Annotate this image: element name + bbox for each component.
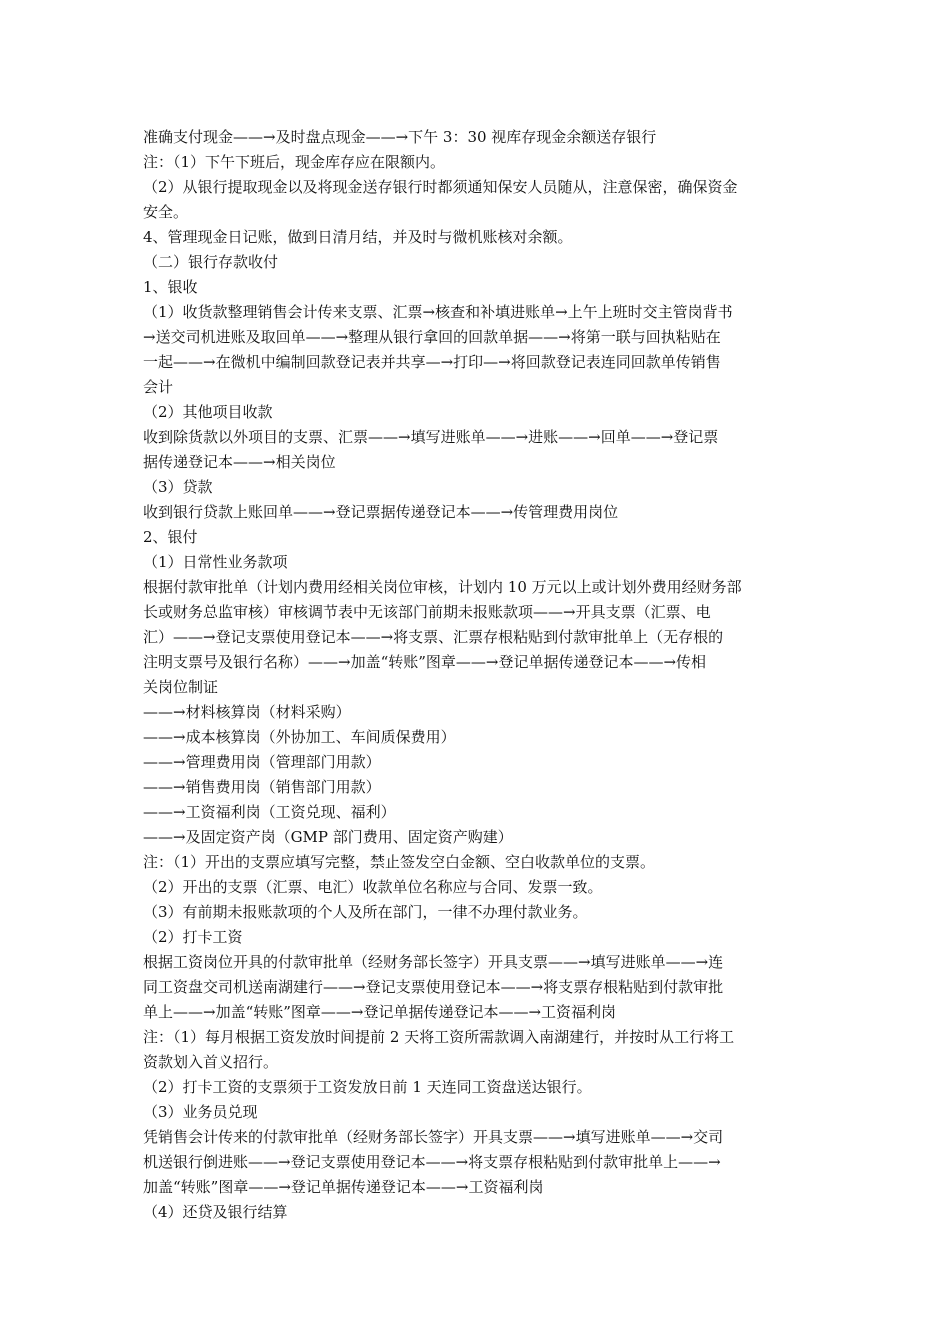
text-line: ——→材料核算岗（材料采购） <box>143 703 351 721</box>
text-line: （2）打卡工资的支票须于工资发放日前 1 天连同工资盘送达银行。 <box>143 1078 592 1096</box>
text-line: （2）其他项目收款 <box>143 403 273 421</box>
text-line: （3）贷款 <box>143 478 213 496</box>
text-line: 注：（1）开出的支票应填写完整，禁止签发空白金额、空白收款单位的支票。 <box>143 853 656 871</box>
text-line: 安全。 <box>143 203 189 221</box>
text-line: 据传递登记本——→相关岗位 <box>143 453 336 471</box>
text-line: （2）打卡工资 <box>143 928 243 946</box>
text-line: 加盖“转账”图章——→登记单据传递登记本——→工资福利岗 <box>143 1178 544 1196</box>
text-line: 会计 <box>143 378 174 396</box>
text-line: 汇）——→登记支票使用登记本——→将支票、汇票存根粘贴到付款审批单上（无存根的 <box>143 628 724 646</box>
text-line: 注：（1）下午下班后，现金库存应在限额内。 <box>143 153 446 171</box>
text-line: 单上——→加盖“转账”图章——→登记单据传递登记本——→工资福利岗 <box>143 1003 617 1021</box>
text-line: 准确支付现金——→及时盘点现金——→下午 3：30 视库存现金余额送存银行 <box>143 128 657 146</box>
text-line: 资款划入首义招行。 <box>143 1053 279 1071</box>
text-line: ——→管理费用岗（管理部门用款） <box>143 753 381 771</box>
text-line: 根据工资岗位开具的付款审批单（经财务部长签字）开具支票——→填写进账单——→连 <box>143 953 724 971</box>
text-line: →送交司机进账及取回单——→整理从银行拿回的回款单据——→将第一联与回执粘贴在 <box>143 328 721 346</box>
text-line: ——→成本核算岗（外协加工、车间质保费用） <box>143 728 456 746</box>
text-line: 1、银收 <box>143 278 198 296</box>
text-line: （二）银行存款收付 <box>143 253 279 271</box>
text-line: 根据付款审批单（计划内费用经相关岗位审核，计划内 10 万元以上或计划外费用经财务部 <box>143 578 742 596</box>
text-line: （3）业务员兑现 <box>143 1103 258 1121</box>
text-line: （4）还贷及银行结算 <box>143 1203 288 1221</box>
text-line: （1）收货款整理销售会计传来支票、汇票→核查和补填进账单→上午上班时交主管岗背书 <box>143 303 733 321</box>
text-line: 2、银付 <box>143 528 198 546</box>
text-line: 4、管理现金日记账，做到日清月结，并及时与微机账核对余额。 <box>143 228 573 246</box>
text-line: 注明支票号及银行名称）——→加盖“转账”图章——→登记单据传递登记本——→传相 <box>143 653 707 671</box>
text-line: 收到除货款以外项目的支票、汇票——→填写进账单——→进账——→回单——→登记票 <box>143 428 719 446</box>
text-line: 同工资盘交司机送南湖建行——→登记支票使用登记本——→将支票存根粘贴到付款审批 <box>143 978 724 996</box>
text-line: ——→及固定资产岗（GMP 部门费用、固定资产购建） <box>143 828 513 846</box>
text-line: （3）有前期未报账款项的个人及所在部门，一律不办理付款业务。 <box>143 903 588 921</box>
text-line: （2）从银行提取现金以及将现金送存银行时都须通知保安人员随从，注意保密，确保资金 <box>143 178 738 196</box>
text-line: 收到银行贷款上账回单——→登记票据传递登记本——→传管理费用岗位 <box>143 503 619 521</box>
text-line: 关岗位制证 <box>143 678 219 696</box>
text-line: 凭销售会计传来的付款审批单（经财务部长签字）开具支票——→填写进账单——→交司 <box>143 1128 724 1146</box>
text-line: （1）日常性业务款项 <box>143 553 288 571</box>
text-line: ——→销售费用岗（销售部门用款） <box>143 778 381 796</box>
text-line: 长或财务总监审核）审核调节表中无该部门前期未报账款项——→开具支票（汇票、电 <box>143 603 711 621</box>
text-line: （2）开出的支票（汇票、电汇）收款单位名称应与合同、发票一致。 <box>143 878 603 896</box>
text-line: 一起——→在微机中编制回款登记表并共享—→打印—→将回款登记表连同回款单传销售 <box>143 353 721 371</box>
text-line: 机送银行倒进账——→登记支票使用登记本——→将支票存根粘贴到付款审批单上——→ <box>143 1153 721 1171</box>
text-line: 注：（1）每月根据工资发放时间提前 2 天将工资所需款调入南湖建行，并按时从工行将工 <box>143 1028 735 1046</box>
document-body <box>143 125 813 1225</box>
text-line: ——→工资福利岗（工资兑现、福利） <box>143 803 396 821</box>
